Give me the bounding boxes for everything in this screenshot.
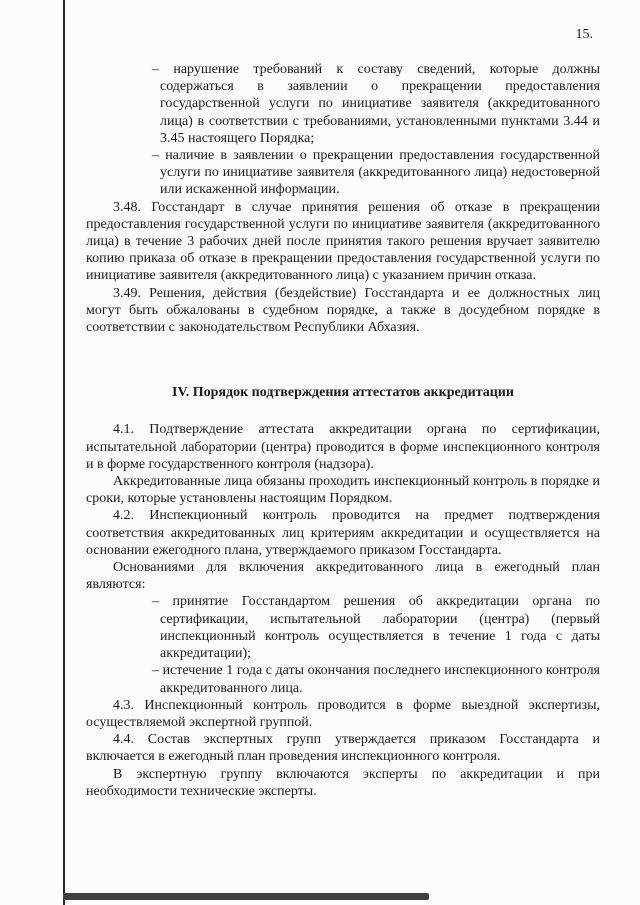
paragraph: 4.1. Подтверждение аттестата аккредитации органа по сертификации, испытательной лаборатории (центра) проводится в форме инспекционного контроля и в форме государственного контроля (надзора).	[86, 422, 600, 472]
paragraph: 4.3. Инспекционный контроль проводится в форме выездной экспертизы, осуществляемой экспертной группой.	[86, 697, 600, 730]
paragraph: Основаниями для включения аккредитованного лица в ежегодный план являются:	[86, 560, 600, 593]
bottom-scan-artifact	[63, 893, 429, 900]
dash-list-item: – принятие Госстандартом решения об аккредитации органа по сертификации, испытательной лаборатории (центра) (первый инспекционный контроль осуществляется в течение 1 года с даты аккредитации);	[152, 594, 600, 662]
paragraph: Аккредитованные лица обязаны проходить инспекционный контроль в порядке и сроки, которые установлены настоящим Порядком.	[86, 474, 600, 507]
section-heading: IV. Порядок подтверждения аттестатов аккредитации	[172, 385, 514, 401]
page-number: 15.	[575, 27, 593, 42]
dash-list-item: – наличие в заявлении о прекращении предоставления государственной услуги по инициативе заявителя (аккредитованного лица) недостоверной или искаженной информации.	[152, 148, 600, 198]
left-margin-line	[63, 0, 65, 905]
document-content	[86, 61, 600, 800]
paragraph: 4.4. Состав экспертных групп утверждается приказом Госстандарта и включается в ежегодный план проведения инспекционного контроля.	[86, 732, 600, 765]
dash-list-item: – нарушение требований к составу сведений, которые должны содержаться в заявлении о прекращении предоставления государственной услуги по инициативе заявителя (аккредитованного лица) в соответствии с требованиями, установленными пунктами 3.44 и 3.45 настоящего Порядка;	[152, 62, 600, 146]
paragraph: 4.2. Инспекционный контроль проводится на предмет подтверждения соответствия аккредитованных лиц критериям аккредитации и осуществляется на основании ежегодного плана, утверждаемого приказом Госстандарта.	[86, 508, 600, 558]
paragraph: 3.49. Решения, действия (бездействие) Госстандарта и ее должностных лиц могут быть обжалованы в судебном порядке, а также в досудебном порядке в соответствии с законодательством Республики Абхазия.	[86, 285, 600, 336]
paragraph: В экспертную группу включаются эксперты по аккредитации и при необходимости технические эксперты.	[86, 766, 600, 799]
dash-list-item: – истечение 1 года с даты окончания последнего инспекционного контроля аккредитованного лица.	[152, 663, 600, 696]
paragraph: 3.48. Госстандарт в случае принятия решения об отказе в прекращении предоставления государственной услуги по инициативе заявителя (аккредитованного лица) в течение 3 рабочих дней после принятия такого решения вручает заявителю копию приказа об отказе в прекращении предоставления государственной услуги по инициативе заявителя (аккредитованного лица) с указанием причин отказа.	[86, 199, 600, 284]
